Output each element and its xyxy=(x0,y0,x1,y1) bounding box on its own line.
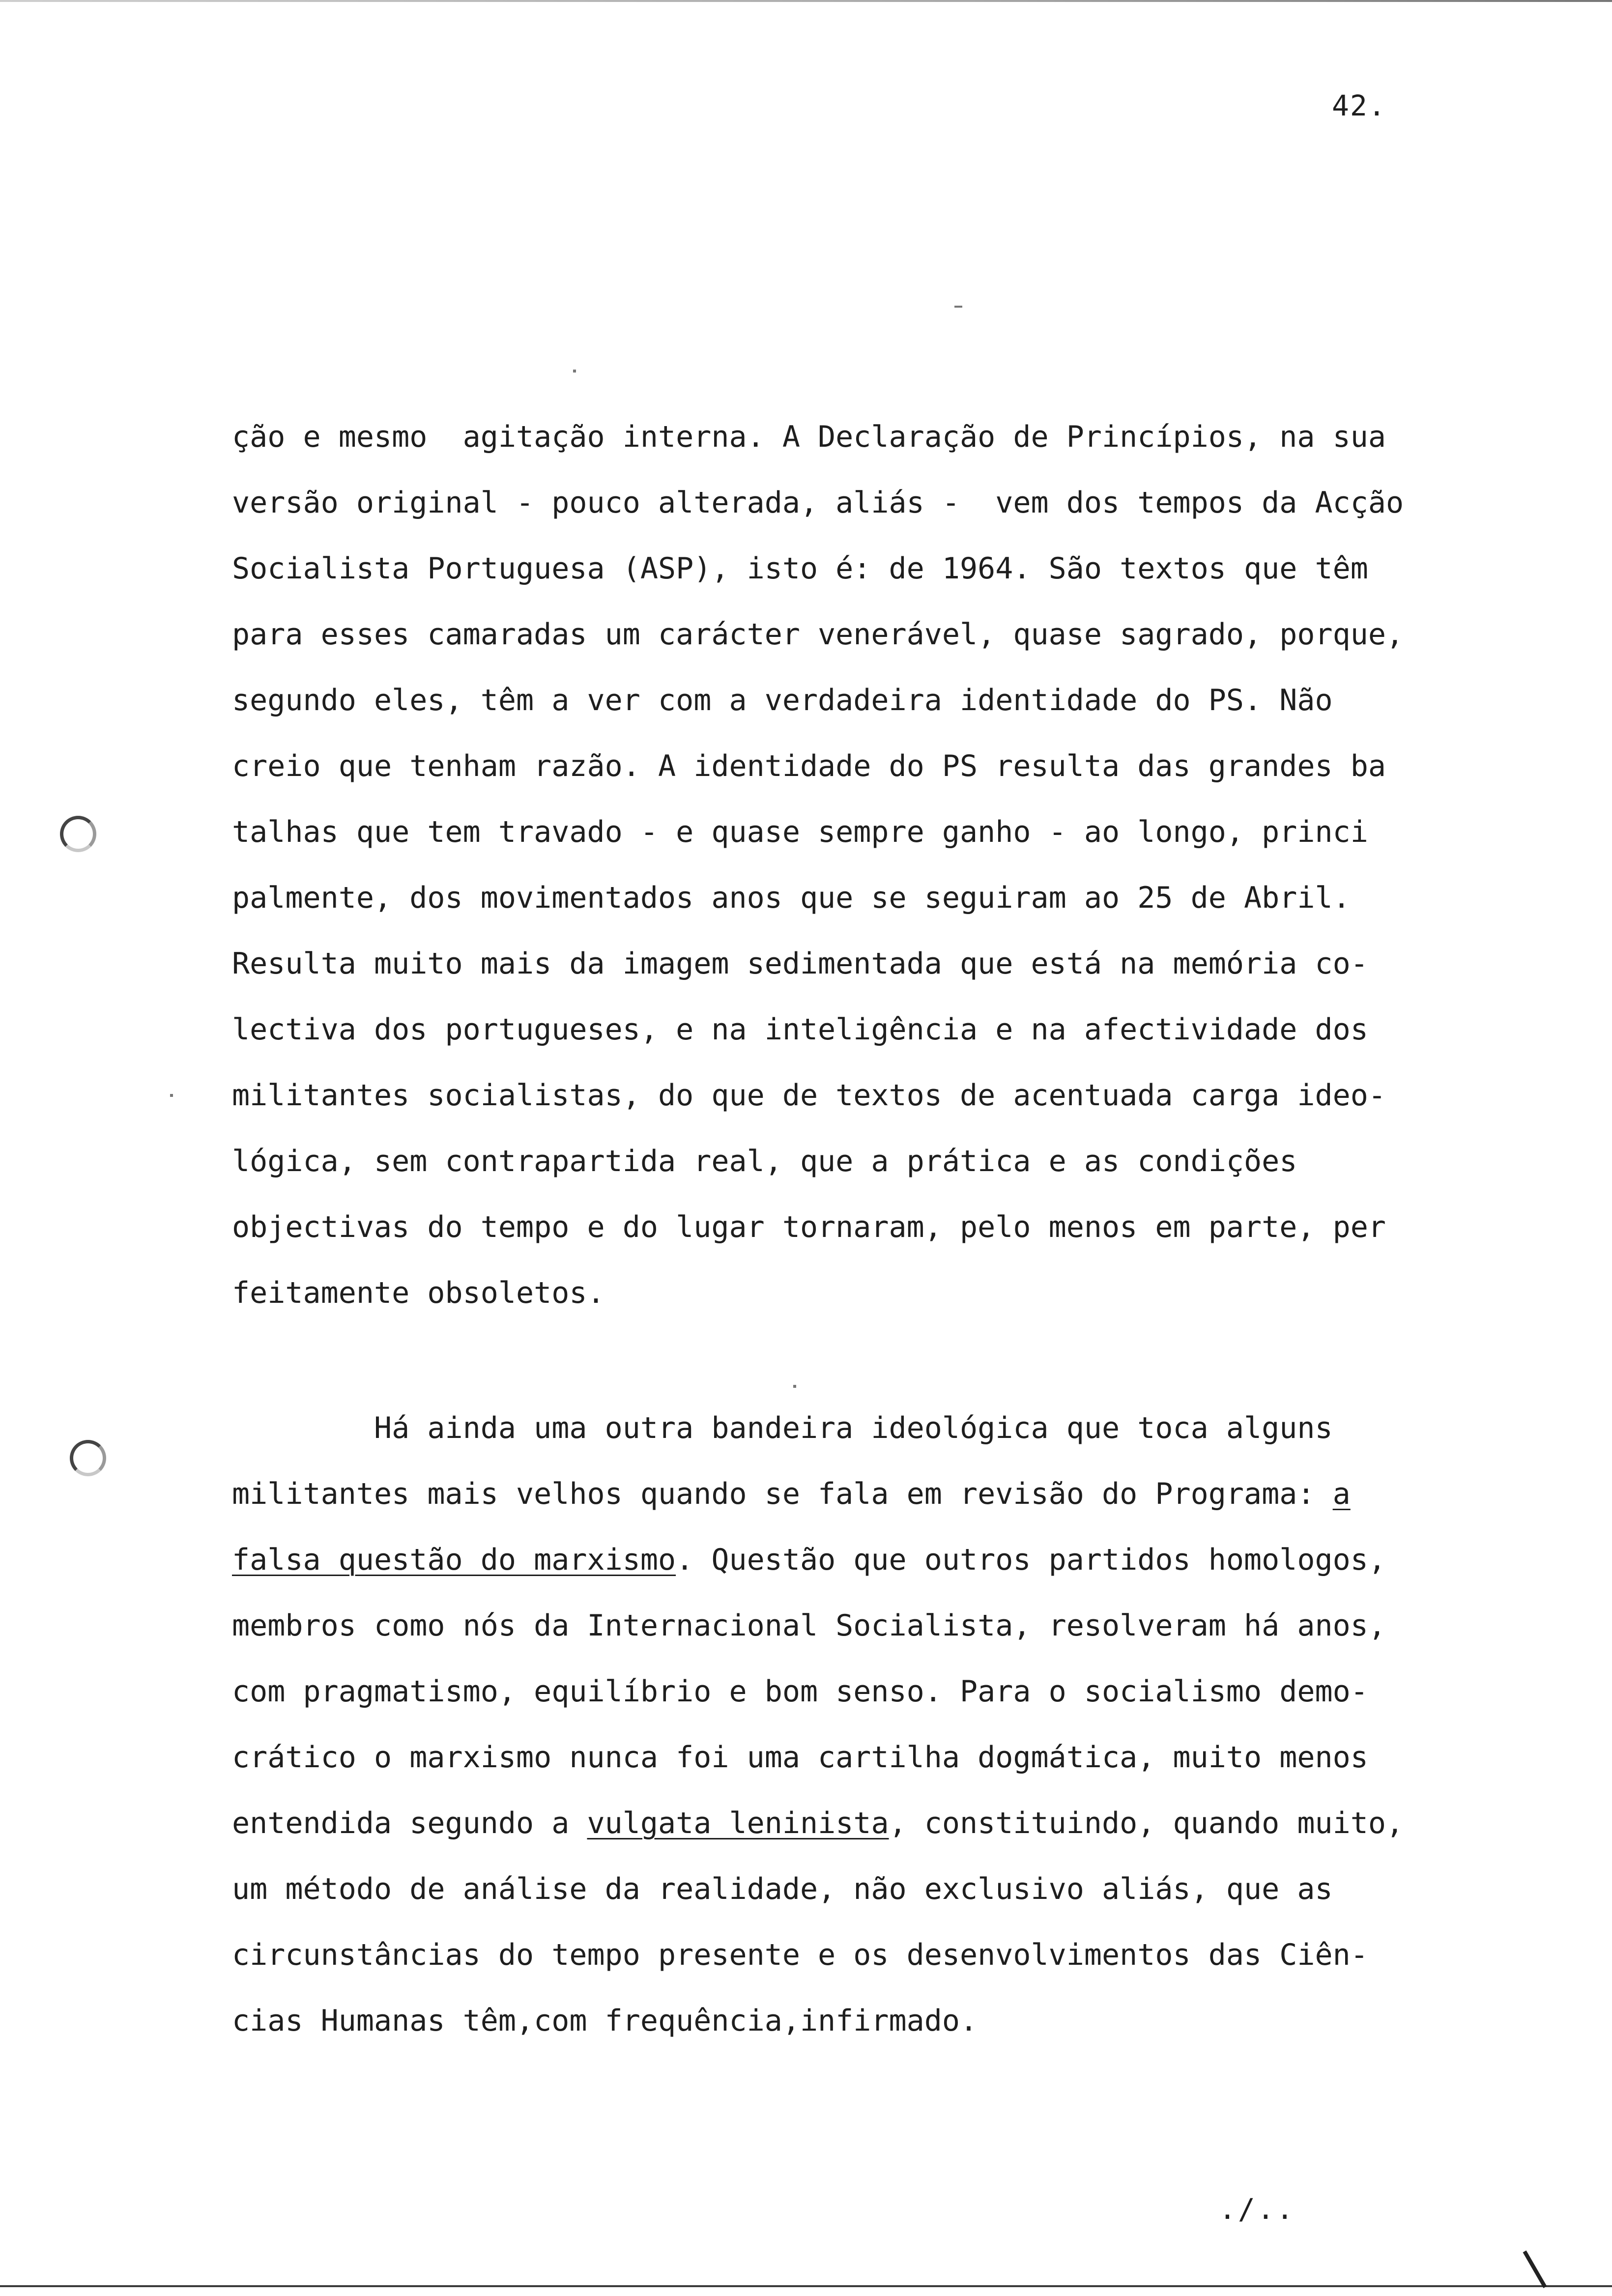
text-line: talhas que tem travado - e quase sempre ganho - ao longo, princi xyxy=(232,815,1368,849)
text-line: com pragmatismo, equilíbrio e bom senso. Para o socialismo demo- xyxy=(232,1674,1368,1709)
text-segment: entendida segundo a xyxy=(232,1806,587,1840)
underlined-text: a xyxy=(1332,1477,1351,1511)
text-segment: militantes mais velhos quando se fala em revisão do Programa: xyxy=(232,1477,1333,1511)
text-line: objectivas do tempo e do lugar tornaram, pelo menos em parte, per xyxy=(232,1210,1386,1244)
underlined-text: falsa questão do marxismo xyxy=(232,1543,676,1577)
scan-mark xyxy=(1523,2250,1547,2288)
text-line: circunstâncias do tempo presente e os desenvolvimentos das Ciên- xyxy=(232,1938,1368,1972)
text-line xyxy=(232,1527,1404,1593)
punch-hole-mark xyxy=(60,816,96,852)
text-segment: . Questão que outros partidos homologos, xyxy=(676,1543,1386,1577)
paragraph-2 xyxy=(232,1395,1404,2054)
top-scan-edge xyxy=(0,0,1612,2)
continuation-mark: ./.. xyxy=(1219,2192,1295,2226)
text-line: versão original - pouco alterada, aliás - vem dos tempos da Acção xyxy=(232,486,1404,520)
text-line: palmente, dos movimentados anos que se seguiram ao 25 de Abril. xyxy=(232,881,1351,915)
text-line: Há ainda uma outra bandeira ideológica que toca alguns xyxy=(232,1411,1333,1445)
text-line: militantes socialistas, do que de textos de acentuada carga ideo- xyxy=(232,1078,1386,1113)
page-number: 42. xyxy=(1332,89,1386,122)
text-line: membros como nós da Internacional Socialista, resolveram há anos, xyxy=(232,1608,1386,1643)
text-line: para esses camaradas um carácter venerável, quase sagrado, porque, xyxy=(232,617,1404,652)
text-line: lógica, sem contrapartida real, que a prática e as condições xyxy=(232,1144,1297,1178)
punch-hole-mark xyxy=(70,1440,106,1476)
text-line: cias Humanas têm,com frequência,infirmado. xyxy=(232,2004,978,2038)
text-line: lectiva dos portugueses, e na inteligência e na afectividade dos xyxy=(232,1012,1368,1047)
text-line: um método de análise da realidade, não exclusivo aliás, que as xyxy=(232,1872,1333,1906)
text-line: ção e mesmo agitação interna. A Declaração de Princípios, na sua xyxy=(232,420,1386,454)
underlined-text: vulgata leninista xyxy=(587,1806,889,1840)
text-line xyxy=(232,1461,1404,1527)
scan-speck xyxy=(573,370,576,373)
paragraph-1 xyxy=(232,404,1404,1326)
text-line: Socialista Portuguesa (ASP), isto é: de 1964. São textos que têm xyxy=(232,551,1368,586)
scan-speck xyxy=(793,1385,796,1388)
text-segment: , constituindo, quando muito, xyxy=(889,1806,1404,1840)
text-line: crático o marxismo nunca foi uma cartilha dogmática, muito menos xyxy=(232,1740,1368,1775)
text-line: feitamente obsoletos. xyxy=(232,1276,605,1310)
bottom-scan-edge xyxy=(0,2285,1612,2287)
text-line: Resulta muito mais da imagem sedimentada que está na memória co- xyxy=(232,947,1368,981)
scan-speck xyxy=(170,1094,173,1097)
scan-speck xyxy=(954,306,962,308)
text-line xyxy=(232,1790,1404,1856)
text-line: segundo eles, têm a ver com a verdadeira identidade do PS. Não xyxy=(232,683,1333,718)
text-line: creio que tenham razão. A identidade do PS resulta das grandes ba xyxy=(232,749,1386,783)
